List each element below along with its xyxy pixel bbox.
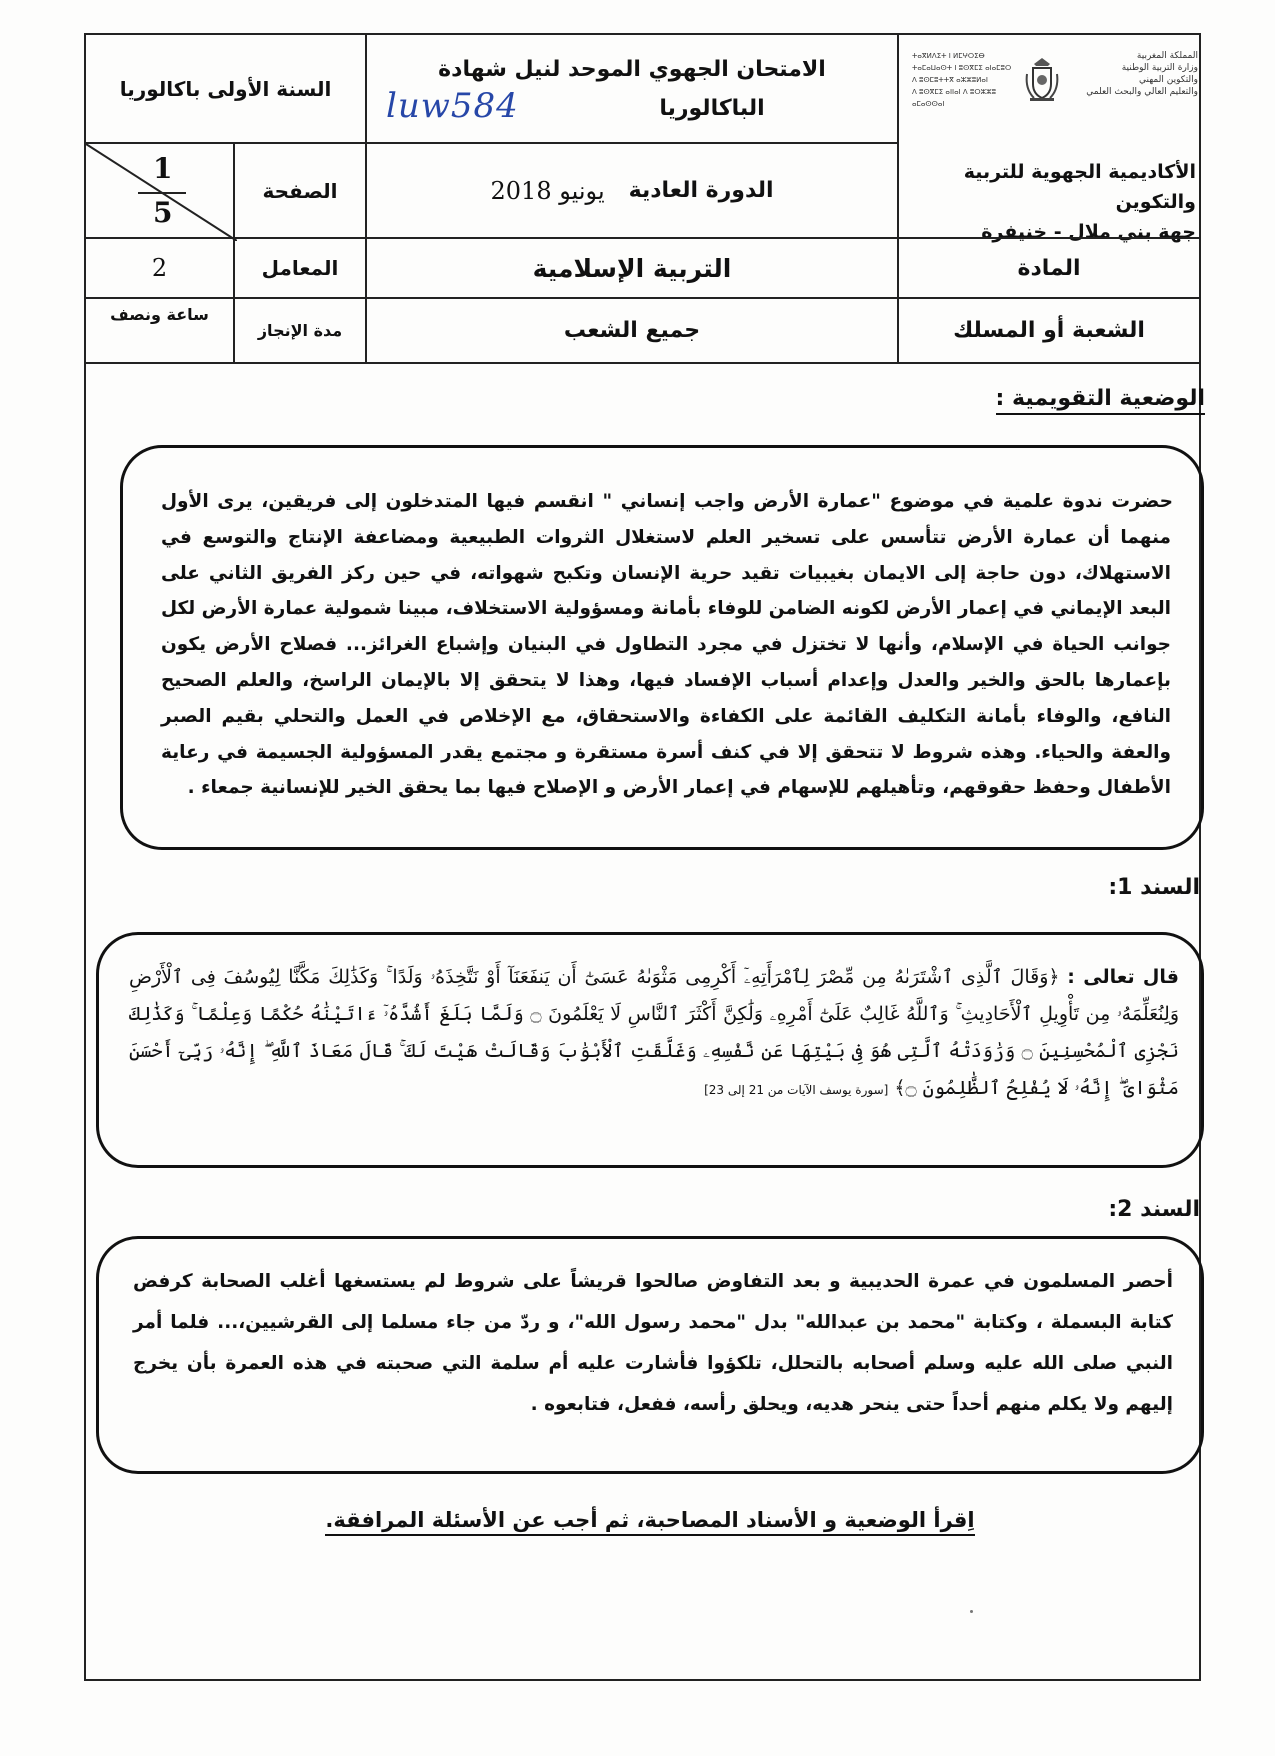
ministry-name-arabic: المملكة المغربية وزارة التربية الوطنية والتكوين المهني والتعليم العالي والبحث العلمي (1086, 51, 1198, 97)
ministry-logo-block (912, 46, 1198, 136)
page-number-cell (84, 142, 235, 239)
page-total: 5 (153, 196, 173, 229)
scan-speck (970, 1610, 973, 1613)
situation-text: حضرت ندوة علمية في موضوع "عمارة الأرض واجب إنساني " انقسم فيها المتدخلون إلى فريقين، يرى الأول منهما أن عمارة الأرض تتأسس على تسخير العلم لاستغلال الثروات الطبيعية ومضاعفة الإنتاج والتوسع في الاستهلاك، دون حاجة إلى الايمان بغيبيات تقيد حرية الإنسان وتكبح شهواته، في حين ركز الفريق الثاني على البعد الإيماني في إعمار الأرض لكونه الضامن للوفاء بأمانة ومسؤولية الاستخلاف، مبينا شمولية عمارة الأرض لكل جوانب الحياة في الإسلام، وأنها لا تختزل في مجرد التطاول في البنيان وإشباع الغرائز... فصلاح الأرض يكون بإعمارها بالحق والخير والعدل وإعدام أسباب الإفساد فيها، وهذا لا يتحقق إلا بالإيمان الراسخ، والعلم الصحيح النافع، والوفاء بأمانة التكليف القائمة على الكفاءة والاستحقاق، مع الإخلاص في العمل والتحلي بقيم الصبر والعفة والحياء. وهذه شروط لا تتحقق إلا في كنف أسرة مستقرة و مجتمع يقدر المسؤولية الجسيمة في رعاية الأطفال وحفظ حقوقهم، وتأهيلهم للإسهام في إعمار الأرض و الإصلاح فيها بما يحقق الخير للإنسانية جمعاء . (161, 491, 1173, 799)
handwritten-code: luw584 (386, 86, 519, 126)
sanad2-box (96, 1236, 1204, 1474)
sanad2-text: أحصر المسلمون في عمرة الحديبية و بعد التفاوض صالحوا قريشاً على شروط لم يستسغها أغلب الصحابة كرفض كتابة البسملة ، وكتابة "محمد بن عبدالله" بدل "محمد رسول الله"، و ردّ من جاء مسلما إلى القرشيين،... فلما أمر النبي صلى الله عليه وسلم أصحابه بالتحلل، تلكؤوا فأشارت عليه أم سلمة التي صحبته في هذه العمرة بأن يخرج إليهم ولا يكلم منهم أحداً حتى ينحر هديه، ويحلق رأسه، ففعل، فتابعوه . (133, 1271, 1173, 1415)
situation-heading: الوضعية التقويمية : (900, 386, 1205, 411)
sanad1-intro: قال تعالى : (1067, 966, 1179, 988)
sanad2-heading: السند 2: (1108, 1197, 1200, 1222)
ministry-name-tifinagh: ⵜⴰⴳⵍⴷⵉⵜ ⵏ ⵍⵎⵖⵔⵉⴱ ⵜⴰⵎⴰⵡⴰⵙⵜ ⵏ ⵓⵙⴳⵎⵉ ⴰⵏⴰⵎⵓⵔ ⴷ ⵓⵙⵎⵓⵜⵜⴳ ⴰⵣⵣⵓⵍⴰⵏ ⴷ ⵓⵙⴳⵎⵉ ⴰⵏⵏⴰⵏ ⴷ ⵓⵔⵣⵣⵓ ⴰⵎⴰⵙⵙⴰⵏ (912, 52, 1012, 108)
exam-certificate: الباكالوريا (659, 95, 765, 121)
instruction: اِقرأ الوضعية و الأسناد المصاحبة، ثم أجب عن الأسئلة المرافقة. (290, 1508, 1010, 1532)
duration-value: ساعة ونصف (84, 297, 235, 364)
branch-label: الشعبة أو المسلك (897, 297, 1201, 364)
coefficient-label: المعامل (233, 237, 367, 299)
session-label: الدورة العادية (628, 178, 774, 203)
coat-of-arms-icon (1024, 54, 1060, 104)
session-cell (365, 142, 899, 239)
subject-name: التربية الإسلامية (365, 237, 899, 299)
sanad1-heading: السند 1: (1108, 875, 1200, 900)
situation-box (120, 445, 1204, 850)
session-date: يونيو 2018 (490, 176, 605, 205)
sanad1-box (96, 932, 1204, 1168)
subject-label: المادة (897, 237, 1201, 299)
sanad1-verse: ﴿وَقَالَ ٱلَّذِى ٱشْتَرَىٰهُ مِن مِّصْرَ لِٱمْرَأَتِهِۦٓ أَكْرِمِى مَثْوَىٰهُ عَسَىٰٓ أَن يَنفَعَنَآ أَوْ نَتَّخِذَهُۥ وَلَدًا ۚ وَكَذَٰلِكَ مَكَّنَّا لِيُوسُفَ فِى ٱلْأَرْضِ وَلِنُعَلِّمَهُۥ مِن تَأْوِيلِ ٱلْأَحَادِيثِ ۚ وَٱللَّهُ غَالِبٌ عَلَىٰٓ أَمْرِهِۦ وَلَٰكِنَّ أَكْثَرَ ٱلنَّاسِ لَا يَعْلَمُونَ ۝ وَلَمَّا بَلَغَ أَشُدَّهُۥٓ ءَاتَيْنَٰهُ حُكْمًا وَعِلْمًا ۚ وَكَذَٰلِكَ نَجْزِى ٱلْمُحْسِنِينَ ۝ وَرَٰوَدَتْهُ ٱلَّتِى هُوَ فِى بَيْتِهَا عَن نَّفْسِهِۦ وَغَلَّقَتِ ٱلْأَبْوَٰبَ وَقَالَتْ هَيْتَ لَكَ ۚ قَالَ مَعَاذَ ٱللَّهِ ۖ إِنَّهُۥ رَبِّىٓ أَحْسَنَ مَثْوَاىَ ۖ إِنَّهُۥ لَا يُفْلِحُ ٱلظَّٰلِمُونَ ۝﴾ (129, 966, 1179, 1099)
level-cell: السنة الأولى باكالوريا (84, 33, 367, 144)
branch-value: جميع الشعب (365, 297, 899, 364)
exam-title: الامتحان الجهوي الموحد لنيل شهادة (438, 56, 826, 82)
page-number: 1 (153, 152, 173, 185)
sanad1-reference: [سورة يوسف الآيات من 21 إلى 23] (704, 1083, 889, 1097)
fraction-bar (138, 192, 186, 194)
page-label: الصفحة (233, 142, 367, 239)
academy-name: الأكاديمية الجهوية للتربية والتكوين جهة بني ملال - خنيفرة (963, 161, 1196, 243)
duration-label: مدة الإنجاز (233, 297, 367, 364)
sanad1-text (129, 959, 1179, 1109)
coefficient-value: 2 (84, 237, 235, 299)
